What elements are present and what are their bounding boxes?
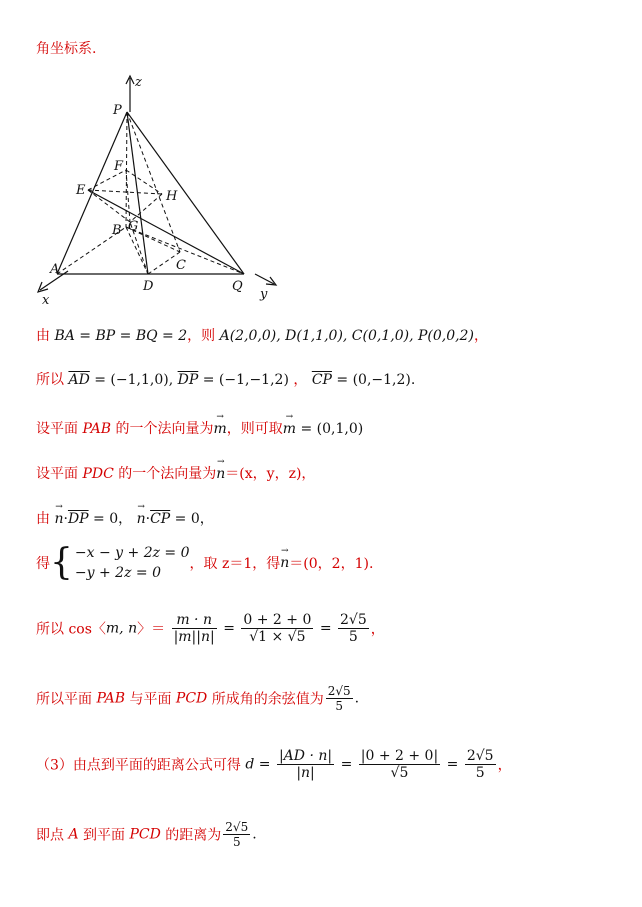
line-answer-cosine: 所以平面 PAB 与平面 PCD 所成角的余弦值为 $\frac{2√5}{5}$ .: [36, 684, 360, 713]
label-y: y: [260, 287, 268, 302]
line-dot-products: 由 → $n\cdot\overline{DP} = 0$， → $n\cdot\overline{CP} = 0$，: [36, 508, 214, 528]
line-vectors: 所以 $\overline{AD} = (-1,1,0)$, $\overline{DP} = (-1,-1,2)$ ， $\overline{CP} = (0,-1,2)$.: [36, 372, 416, 388]
line-system: 得{ −x − y + 2z = 0 −y + 2z = 0 ，取 z＝1，得→ n＝(0，2，1).: [36, 543, 373, 583]
line-distance: （3）由点到平面的距离公式可得 d = $\frac{|AD \cdot n|}{|n|}$ = $\frac{|0 + 2 + 0|}{√5}$ = $\frac{2√5}{5}$ ，: [36, 748, 512, 781]
label-z: z: [135, 75, 142, 90]
line-normal-pab: 设平面 PAB 的一个法向量为→ m，则可取→ m = (0,1,0): [36, 418, 363, 438]
label-D: D: [143, 279, 154, 294]
line-cosine: 所以 cos〈m, n〉＝ $\frac{m \cdot n}{|m||n|}$ = $\frac{0 + 2 + 0}{√1 \times √5}$ = $\frac{2√5}{5}$ ，: [36, 612, 385, 645]
label-H: H: [166, 189, 178, 204]
label-P: P: [113, 103, 122, 118]
label-G: G: [128, 219, 139, 234]
label-B: B: [112, 223, 122, 238]
heading: 角坐标系.: [36, 41, 97, 57]
label-x: x: [42, 293, 50, 307]
label-A: A: [50, 262, 60, 277]
line-given-coords: 由 BA = BP = BQ = 2，则 A(2,0,0), D(1,1,0), C(0,1,0), P(0,0,2)，: [36, 328, 488, 344]
label-E: E: [76, 183, 86, 198]
label-C: C: [176, 258, 186, 273]
line-normal-pdc: 设平面 PDC 的一个法向量为→ n＝(x，y，z)，: [36, 463, 315, 483]
tetrahedron-figure: [30, 72, 290, 307]
label-Q: Q: [232, 279, 243, 294]
line-answer-distance: 即点 A 到平面 PCD 的距离为 $\frac{2√5}{5}$ .: [36, 820, 257, 849]
label-F: F: [114, 159, 124, 174]
